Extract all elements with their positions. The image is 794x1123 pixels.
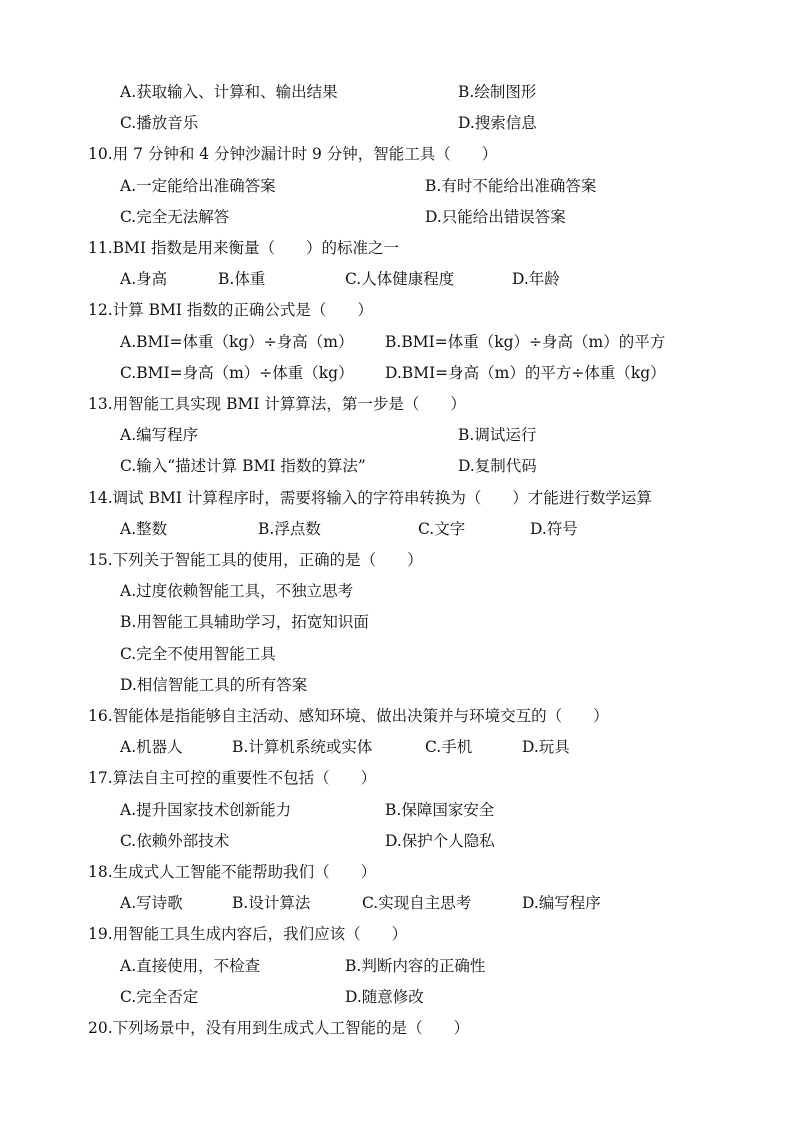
option-a: A.直接使用，不检查	[120, 957, 261, 975]
option-d: D.BMI=身高（m）的平方÷体重（kg）	[385, 364, 666, 382]
option-c: C.完全无法解答	[120, 208, 230, 226]
option-c: C.完全不使用智能工具	[120, 645, 276, 663]
option-d: D.只能给出错误答案	[425, 208, 566, 226]
option-c: C.播放音乐	[120, 114, 199, 132]
option-d: D.复制代码	[458, 457, 537, 475]
option-c: C.实现自主思考	[362, 894, 472, 912]
option-c: C.BMI=身高（m）÷体重（kg）	[120, 364, 354, 382]
option-c: C.输入“描述计算 BMI 指数的算法”	[120, 457, 366, 475]
option-a: A.BMI=体重（kg）÷身高（m）	[120, 333, 354, 351]
option-a: A.身高	[120, 270, 168, 288]
option-b: B.保障国家安全	[385, 801, 495, 819]
option-b: B.绘制图形	[458, 83, 537, 101]
question-stem: 20.下列场景中，没有用到生成式人工智能的是（ ）	[88, 1019, 470, 1037]
option-d: D.玩具	[522, 738, 570, 756]
option-d: D.保护个人隐私	[385, 832, 495, 850]
option-d: D.相信智能工具的所有答案	[120, 676, 308, 694]
option-c: C.人体健康程度	[345, 270, 455, 288]
option-c: C.文字	[418, 520, 466, 538]
option-d: D.编写程序	[522, 894, 601, 912]
option-b: B.计算机系统或实体	[232, 738, 373, 756]
option-a: A.一定能给出准确答案	[120, 177, 276, 195]
option-a: A.编写程序	[120, 426, 199, 444]
question-stem: 14.调试 BMI 计算程序时，需要将输入的字符串转换为（ ）才能进行数学运算	[88, 489, 652, 507]
option-b: B.判断内容的正确性	[345, 957, 486, 975]
option-b: B.用智能工具辅助学习，拓宽知识面	[120, 613, 369, 631]
question-stem: 17.算法自主可控的重要性不包括（ ）	[88, 769, 377, 787]
option-a: A.写诗歌	[120, 894, 183, 912]
question-stem: 19.用智能工具生成内容后，我们应该（ ）	[88, 925, 408, 943]
question-stem: 11.BMI 指数是用来衡量（ ）的标准之一	[88, 239, 399, 257]
question-stem: 13.用智能工具实现 BMI 计算算法，第一步是（ ）	[88, 395, 466, 413]
option-a: A.过度依赖智能工具，不独立思考	[120, 582, 354, 600]
option-a: A.获取输入、计算和、输出结果	[120, 83, 338, 101]
option-d: D.搜索信息	[458, 114, 537, 132]
option-b: B.有时不能给出准确答案	[425, 177, 597, 195]
option-d: D.符号	[530, 520, 578, 538]
option-b: B.BMI=体重（kg）÷身高（m）的平方	[385, 333, 666, 351]
option-b: B.体重	[218, 270, 266, 288]
option-d: D.年龄	[512, 270, 560, 288]
option-a: A.机器人	[120, 738, 183, 756]
option-b: B.设计算法	[232, 894, 311, 912]
option-b: B.调试运行	[458, 426, 537, 444]
question-stem: 18.生成式人工智能不能帮助我们（ ）	[88, 863, 377, 881]
option-d: D.随意修改	[345, 988, 424, 1006]
question-stem: 15.下列关于智能工具的使用，正确的是（ ）	[88, 551, 423, 569]
option-b: B.浮点数	[258, 520, 321, 538]
option-a: A.提升国家技术创新能力	[120, 801, 292, 819]
question-stem: 10.用 7 分钟和 4 分钟沙漏计时 9 分钟，智能工具（ ）	[88, 145, 498, 163]
option-a: A.整数	[120, 520, 168, 538]
option-c: C.手机	[425, 738, 473, 756]
question-stem: 16.智能体是指能够自主活动、感知环境、做出决策并与环境交互的（ ）	[88, 707, 609, 725]
question-stem: 12.计算 BMI 指数的正确公式是（ ）	[88, 301, 373, 319]
option-c: C.依赖外部技术	[120, 832, 230, 850]
option-c: C.完全否定	[120, 988, 199, 1006]
